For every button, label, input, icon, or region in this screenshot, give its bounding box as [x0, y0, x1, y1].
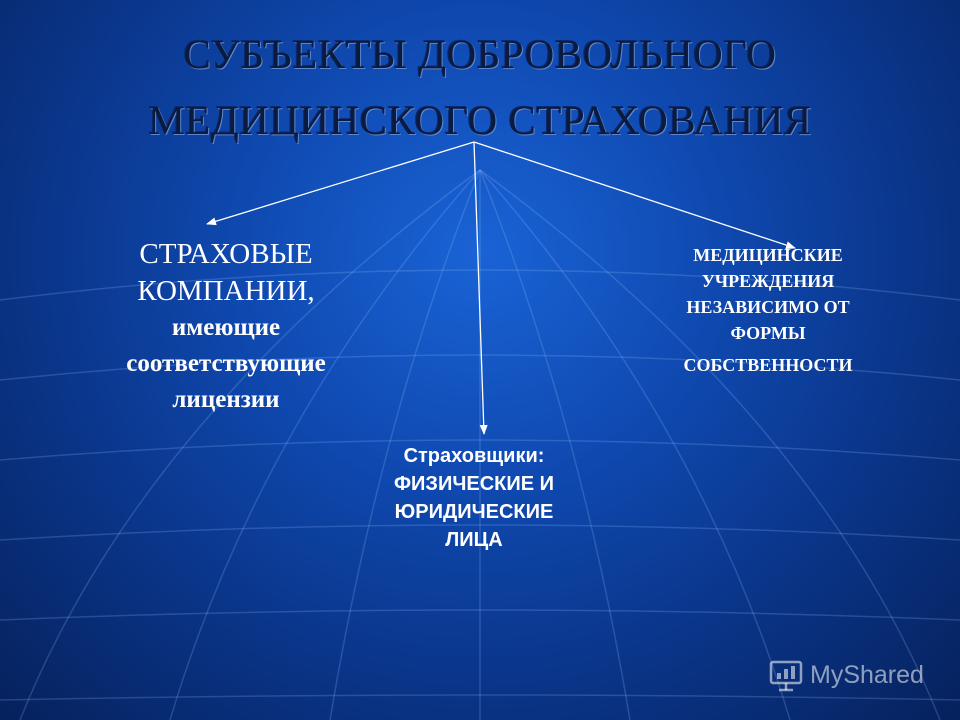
left-heading-line-2: КОМПАНИИ,: [137, 275, 315, 307]
watermark-text: MyShared: [810, 660, 924, 689]
right-line-1: МЕДИЦИНСКИЕ: [693, 245, 843, 265]
insurers-node: [350, 442, 598, 554]
left-sub-line-3: лицензии: [172, 386, 280, 413]
right-line-3: НЕЗАВИСИМО ОТ: [686, 297, 850, 317]
arrow-to-insurance-companies: [207, 142, 474, 224]
right-line-5: СОБСТВЕННОСТИ: [683, 355, 853, 375]
myshared-watermark: [768, 655, 924, 695]
title-line-2: МЕДИЦИНСКОГО СТРАХОВАНИЯ: [148, 97, 812, 143]
insurance-companies-heading: [88, 236, 364, 310]
arrow-to-medical-institutions: [474, 142, 795, 248]
left-sub-line-1: имеющие: [171, 314, 281, 341]
insurance-companies-node: [88, 236, 364, 418]
right-line-4: ФОРМЫ: [730, 323, 806, 343]
center-line-4: ЛИЦА: [445, 529, 503, 551]
insurance-companies-description: [88, 310, 364, 418]
center-line-2: ФИЗИЧЕСКИЕ И: [393, 473, 555, 495]
left-sub-line-2: соответствующие: [126, 350, 326, 377]
title-line-1: СУБЪЕКТЫ ДОБРОВОЛЬНОГО: [183, 31, 777, 77]
center-line-1: Страховщики:: [403, 445, 545, 467]
presentation-board-icon: [768, 657, 804, 693]
arrow-to-insurers: [474, 142, 484, 434]
center-line-3: ЮРИДИЧЕСКИЕ: [394, 501, 554, 523]
right-line-2: УЧРЕЖДЕНИЯ: [701, 271, 835, 291]
medical-institutions-node: [640, 242, 896, 378]
left-heading-line-1: СТРАХОВЫЕ: [139, 238, 313, 270]
